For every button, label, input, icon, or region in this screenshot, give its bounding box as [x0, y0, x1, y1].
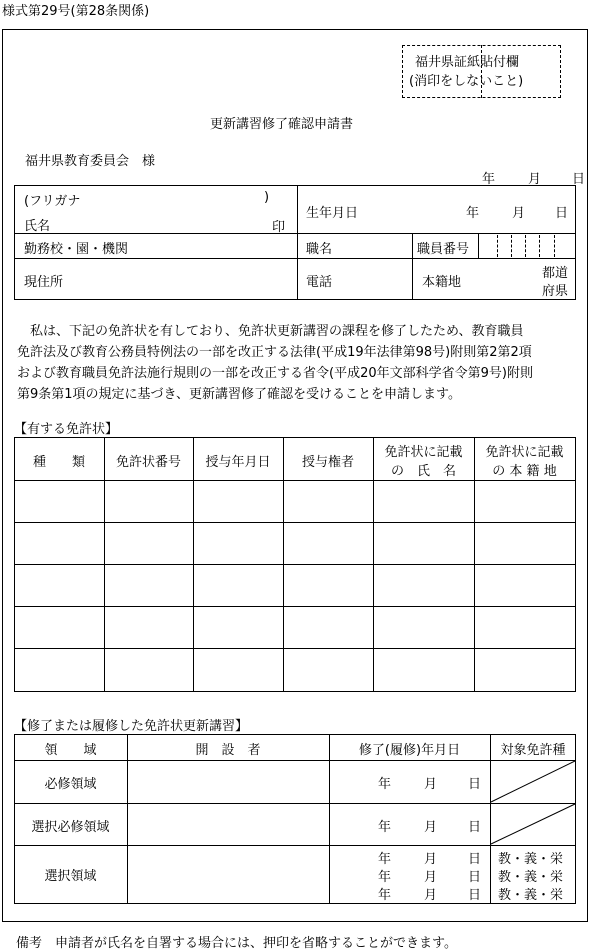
- day-label: 日: [468, 888, 482, 903]
- prefecture-suffix-2: 府県: [542, 284, 569, 299]
- courses-section-title: 【修了または履修した免許状更新講習】: [14, 719, 249, 734]
- col-field: 領 域: [44, 743, 97, 758]
- year-label: 年: [378, 852, 392, 867]
- day-label: 日: [468, 870, 482, 885]
- licenses-section-title: 【有する免許状】: [14, 422, 119, 437]
- row-elective: 選択領域: [44, 869, 97, 884]
- col-grant-date: 授与年月日: [205, 455, 271, 470]
- day-label: 日: [468, 852, 482, 867]
- license-type-options: 教・義・栄: [498, 888, 564, 903]
- stamp-note: (消印をしないこと): [409, 74, 524, 89]
- addressee: 福井県教育委員会 様: [25, 154, 156, 169]
- day-label: 日: [468, 777, 482, 792]
- birth-year: 年: [466, 206, 480, 221]
- date-month: 月: [528, 172, 542, 187]
- month-label: 月: [424, 852, 438, 867]
- year-label: 年: [378, 820, 392, 835]
- col-provider: 開 設 者: [195, 743, 261, 758]
- date-day: 日: [572, 172, 586, 187]
- footnote: 備考 申請者が氏名を自署する場合には、押印を省略することができます。: [16, 936, 457, 951]
- day-label: 日: [468, 820, 482, 835]
- license-type-options: 教・義・栄: [498, 870, 564, 885]
- birth-label: 生年月日: [306, 206, 359, 221]
- stamp-label: 福井県証紙貼付欄: [415, 55, 520, 70]
- birth-day: 日: [555, 206, 569, 221]
- school-label: 勤務校・園・機関: [24, 242, 129, 257]
- furigana-label: (フリガナ: [24, 194, 81, 209]
- domicile-label: 本籍地: [422, 275, 462, 290]
- phone-label: 電話: [306, 275, 333, 290]
- address-label: 現住所: [24, 275, 64, 290]
- page-title: 更新講習修了確認申請書: [210, 117, 354, 132]
- prefecture-suffix-1: 都道: [542, 266, 569, 281]
- col-target-license: 対象免許種: [500, 743, 566, 758]
- form-number: 様式第29号(第28条関係): [2, 4, 150, 19]
- name-label: 氏名: [24, 219, 51, 234]
- col-type: 種 類: [32, 455, 85, 470]
- month-label: 月: [424, 777, 438, 792]
- date-year: 年: [482, 172, 496, 187]
- col-license-number: 免許状番号: [115, 455, 181, 470]
- birth-month: 月: [512, 206, 526, 221]
- row-elective-required: 選択必修領域: [31, 820, 110, 835]
- month-label: 月: [424, 888, 438, 903]
- staff-number-label: 職員番号: [417, 242, 470, 257]
- not-applicable-slash: [490, 760, 576, 846]
- month-label: 月: [424, 870, 438, 885]
- col-domicile-line1: 免許状に記載: [485, 445, 564, 460]
- job-label: 職名: [306, 242, 333, 257]
- col-domicile-line2: の 本 籍 地: [492, 464, 557, 479]
- furigana-close: ): [264, 190, 270, 205]
- year-label: 年: [378, 777, 392, 792]
- month-label: 月: [424, 820, 438, 835]
- col-name-line1: 免許状に記載: [384, 445, 463, 460]
- col-grantor: 授与権者: [301, 455, 354, 470]
- license-type-options: 教・義・栄: [498, 852, 564, 867]
- row-required: 必修領域: [44, 777, 97, 792]
- col-name-line2: の 氏 名: [390, 464, 456, 479]
- seal-mark: 印: [272, 220, 286, 235]
- year-label: 年: [378, 870, 392, 885]
- year-label: 年: [378, 888, 392, 903]
- declaration-paragraph: 私は、下記の免許状を有しており、免許状更新講習の課程を修了したため、教育職員 免許法及び教育公務員特例法の一部を改正する法律(平成19年法律第98号)附則第2第2項 および教育職員免許法施行規則の一部を改正する省令(平成20年文部科学省令第9号)附則 第9条第1項の規定に基づき、更新講習修了確認を受けることを申請します。: [17, 324, 533, 402]
- col-completion-date: 修了(履修)年月日: [358, 743, 461, 758]
